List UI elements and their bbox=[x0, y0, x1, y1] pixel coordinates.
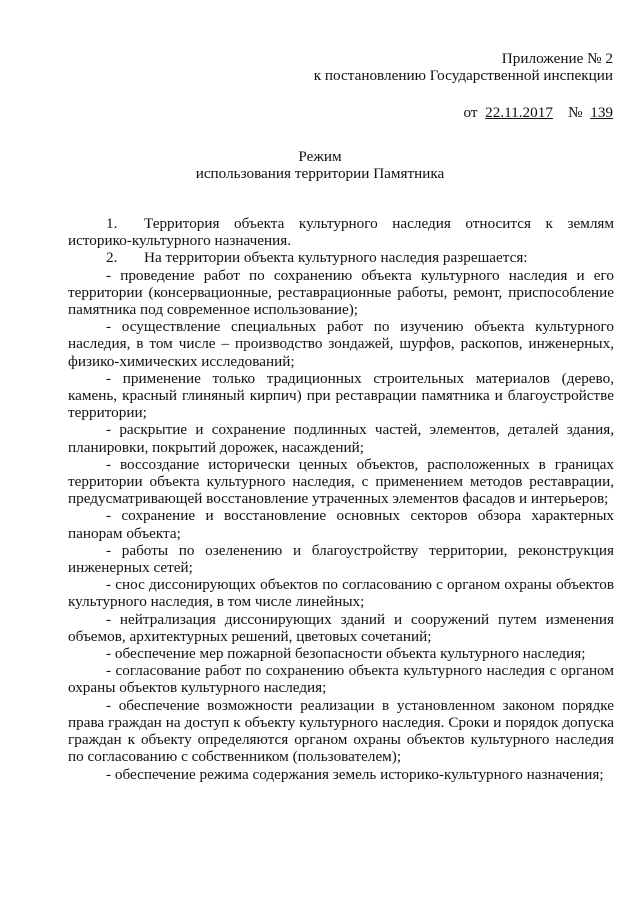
item-text: Территория объекта культурного наследия относится к землям историко-культурного назначения. bbox=[68, 215, 614, 250]
document-header bbox=[314, 50, 613, 121]
bullet-item: - работы по озеленению и благоустройству территории, реконструкция инженерных сетей; bbox=[68, 541, 614, 577]
bullet-item: - снос диссонирующих объектов по согласованию с органом охраны объектов культурного наследия, в том числе линейных; bbox=[68, 576, 614, 611]
item-number: 2. bbox=[106, 249, 118, 267]
numbered-item bbox=[68, 249, 614, 266]
bullet-item: - проведение работ по сохранению объекта культурного наследия и его территории (консервационные, реставрационные работы, ремонт, приспособление памятника под современное использование); bbox=[68, 266, 614, 319]
item-text: На территории объекта культурного наследия разрешается: bbox=[144, 249, 528, 267]
resolution-reference: к постановлению Государственной инспекции bbox=[313, 67, 613, 84]
date-prefix: от bbox=[463, 104, 478, 121]
bullet-item: - осуществление специальных работ по изучению объекта культурного наследия, в том числе – производство зондажей, шурфов, раскопов, инженерных, физико-химических исследований; bbox=[68, 318, 614, 370]
bullet-item: - сохранение и восстановление основных секторов обзора характерных панорам объекта; bbox=[68, 507, 614, 542]
bullet-item: - обеспечение режима содержания земель историко-культурного назначения; bbox=[106, 765, 604, 783]
document-title bbox=[0, 148, 640, 182]
resolution-number: 139 bbox=[590, 104, 613, 121]
item-number: 1. bbox=[106, 215, 118, 232]
bullet-item: - воссоздание исторически ценных объектов, расположенных в границах территории объекта культурного наследия, с применением методов реставрации, предусматривающей восстановление утраченных элементов фасадов и интерьеров; bbox=[68, 455, 614, 508]
number-prefix: № bbox=[568, 104, 583, 121]
numbered-item bbox=[68, 215, 614, 249]
title-line-2: использования территории Памятника bbox=[195, 165, 445, 182]
bullet-item: - нейтрализация диссонирующих зданий и сооружений путем изменения объемов, архитектурных решений, цветовых сочетаний; bbox=[68, 610, 614, 645]
bullet-item: - обеспечение мер пожарной безопасности объекта культурного наследия; bbox=[106, 645, 586, 663]
bullet-item: - раскрытие и сохранение подлинных частей, элементов, деталей здания, планировки, покрытий дорожек, насаждений; bbox=[68, 421, 614, 456]
appendix-label: Приложение № 2 bbox=[501, 50, 613, 67]
bullet-item: - обеспечение возможности реализации в установленном законом порядке права граждан на доступ к объекту культурного наследия. Сроки и порядок допуска граждан к объекту определяются органом охраны объектов культурного наследия по согласованию с собственником (пользователем); bbox=[68, 696, 614, 766]
bullet-item: - согласование работ по сохранению объекта культурного наследия с органом охраны объектов культурного наследия; bbox=[68, 662, 614, 697]
title-line-1: Режим bbox=[298, 148, 342, 165]
document-body bbox=[68, 215, 614, 783]
date-number-line bbox=[314, 104, 613, 121]
bullet-item: - применение только традиционных строительных материалов (дерево, камень, красный глиняный кирпич) при реставрации памятника и благоустройстве территории; bbox=[68, 369, 614, 422]
resolution-date: 22.11.2017 bbox=[485, 104, 553, 121]
